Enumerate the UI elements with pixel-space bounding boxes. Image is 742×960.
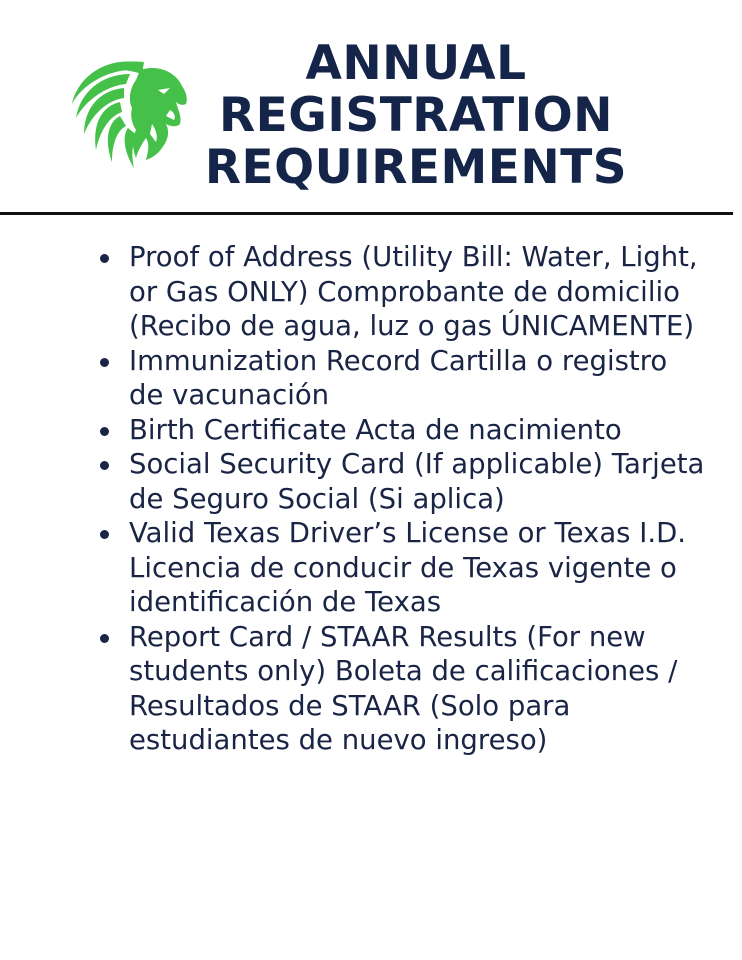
title-line-2: REGISTRATION bbox=[218, 88, 614, 143]
lion-head-icon bbox=[66, 54, 192, 174]
page-title bbox=[196, 38, 636, 194]
list-item bbox=[100, 516, 710, 620]
bullet-icon bbox=[100, 634, 109, 643]
bullet-icon bbox=[100, 254, 109, 263]
list-item-text: Report Card / STAAR Results (For new students only) Boleta de calificaciones / Resultados de STAAR (Solo para estudiantes de nuevo ingreso) bbox=[129, 620, 678, 756]
list-item bbox=[100, 413, 710, 448]
bullet-icon bbox=[100, 530, 109, 539]
requirements-list bbox=[100, 240, 710, 758]
header bbox=[0, 0, 742, 212]
bullet-icon bbox=[100, 461, 109, 470]
bullet-icon bbox=[100, 427, 109, 436]
title-line-3: REQUIREMENTS bbox=[204, 140, 628, 195]
divider bbox=[0, 212, 733, 215]
list-item-text: Birth Certificate Acta de nacimiento bbox=[129, 413, 622, 446]
bullet-icon bbox=[100, 358, 109, 367]
list-item-text: Immunization Record Cartilla o registro de vacunación bbox=[129, 344, 668, 411]
list-item bbox=[100, 447, 710, 516]
list-item bbox=[100, 240, 710, 344]
list-item-text: Valid Texas Driver’s License or Texas I.D. Licencia de conducir de Texas vigente o identificación de Texas bbox=[129, 517, 687, 618]
list-item-text: Social Security Card (If applicable) Tarjeta de Seguro Social (Si aplica) bbox=[129, 448, 705, 515]
title-line-1: ANNUAL bbox=[305, 36, 527, 91]
list-item bbox=[100, 620, 710, 758]
list-item bbox=[100, 344, 710, 413]
list-item-text: Proof of Address (Utility Bill: Water, Light, or Gas ONLY) Comprobante de domicilio (Recibo de agua, luz o gas ÚNICAMENTE) bbox=[129, 241, 698, 342]
